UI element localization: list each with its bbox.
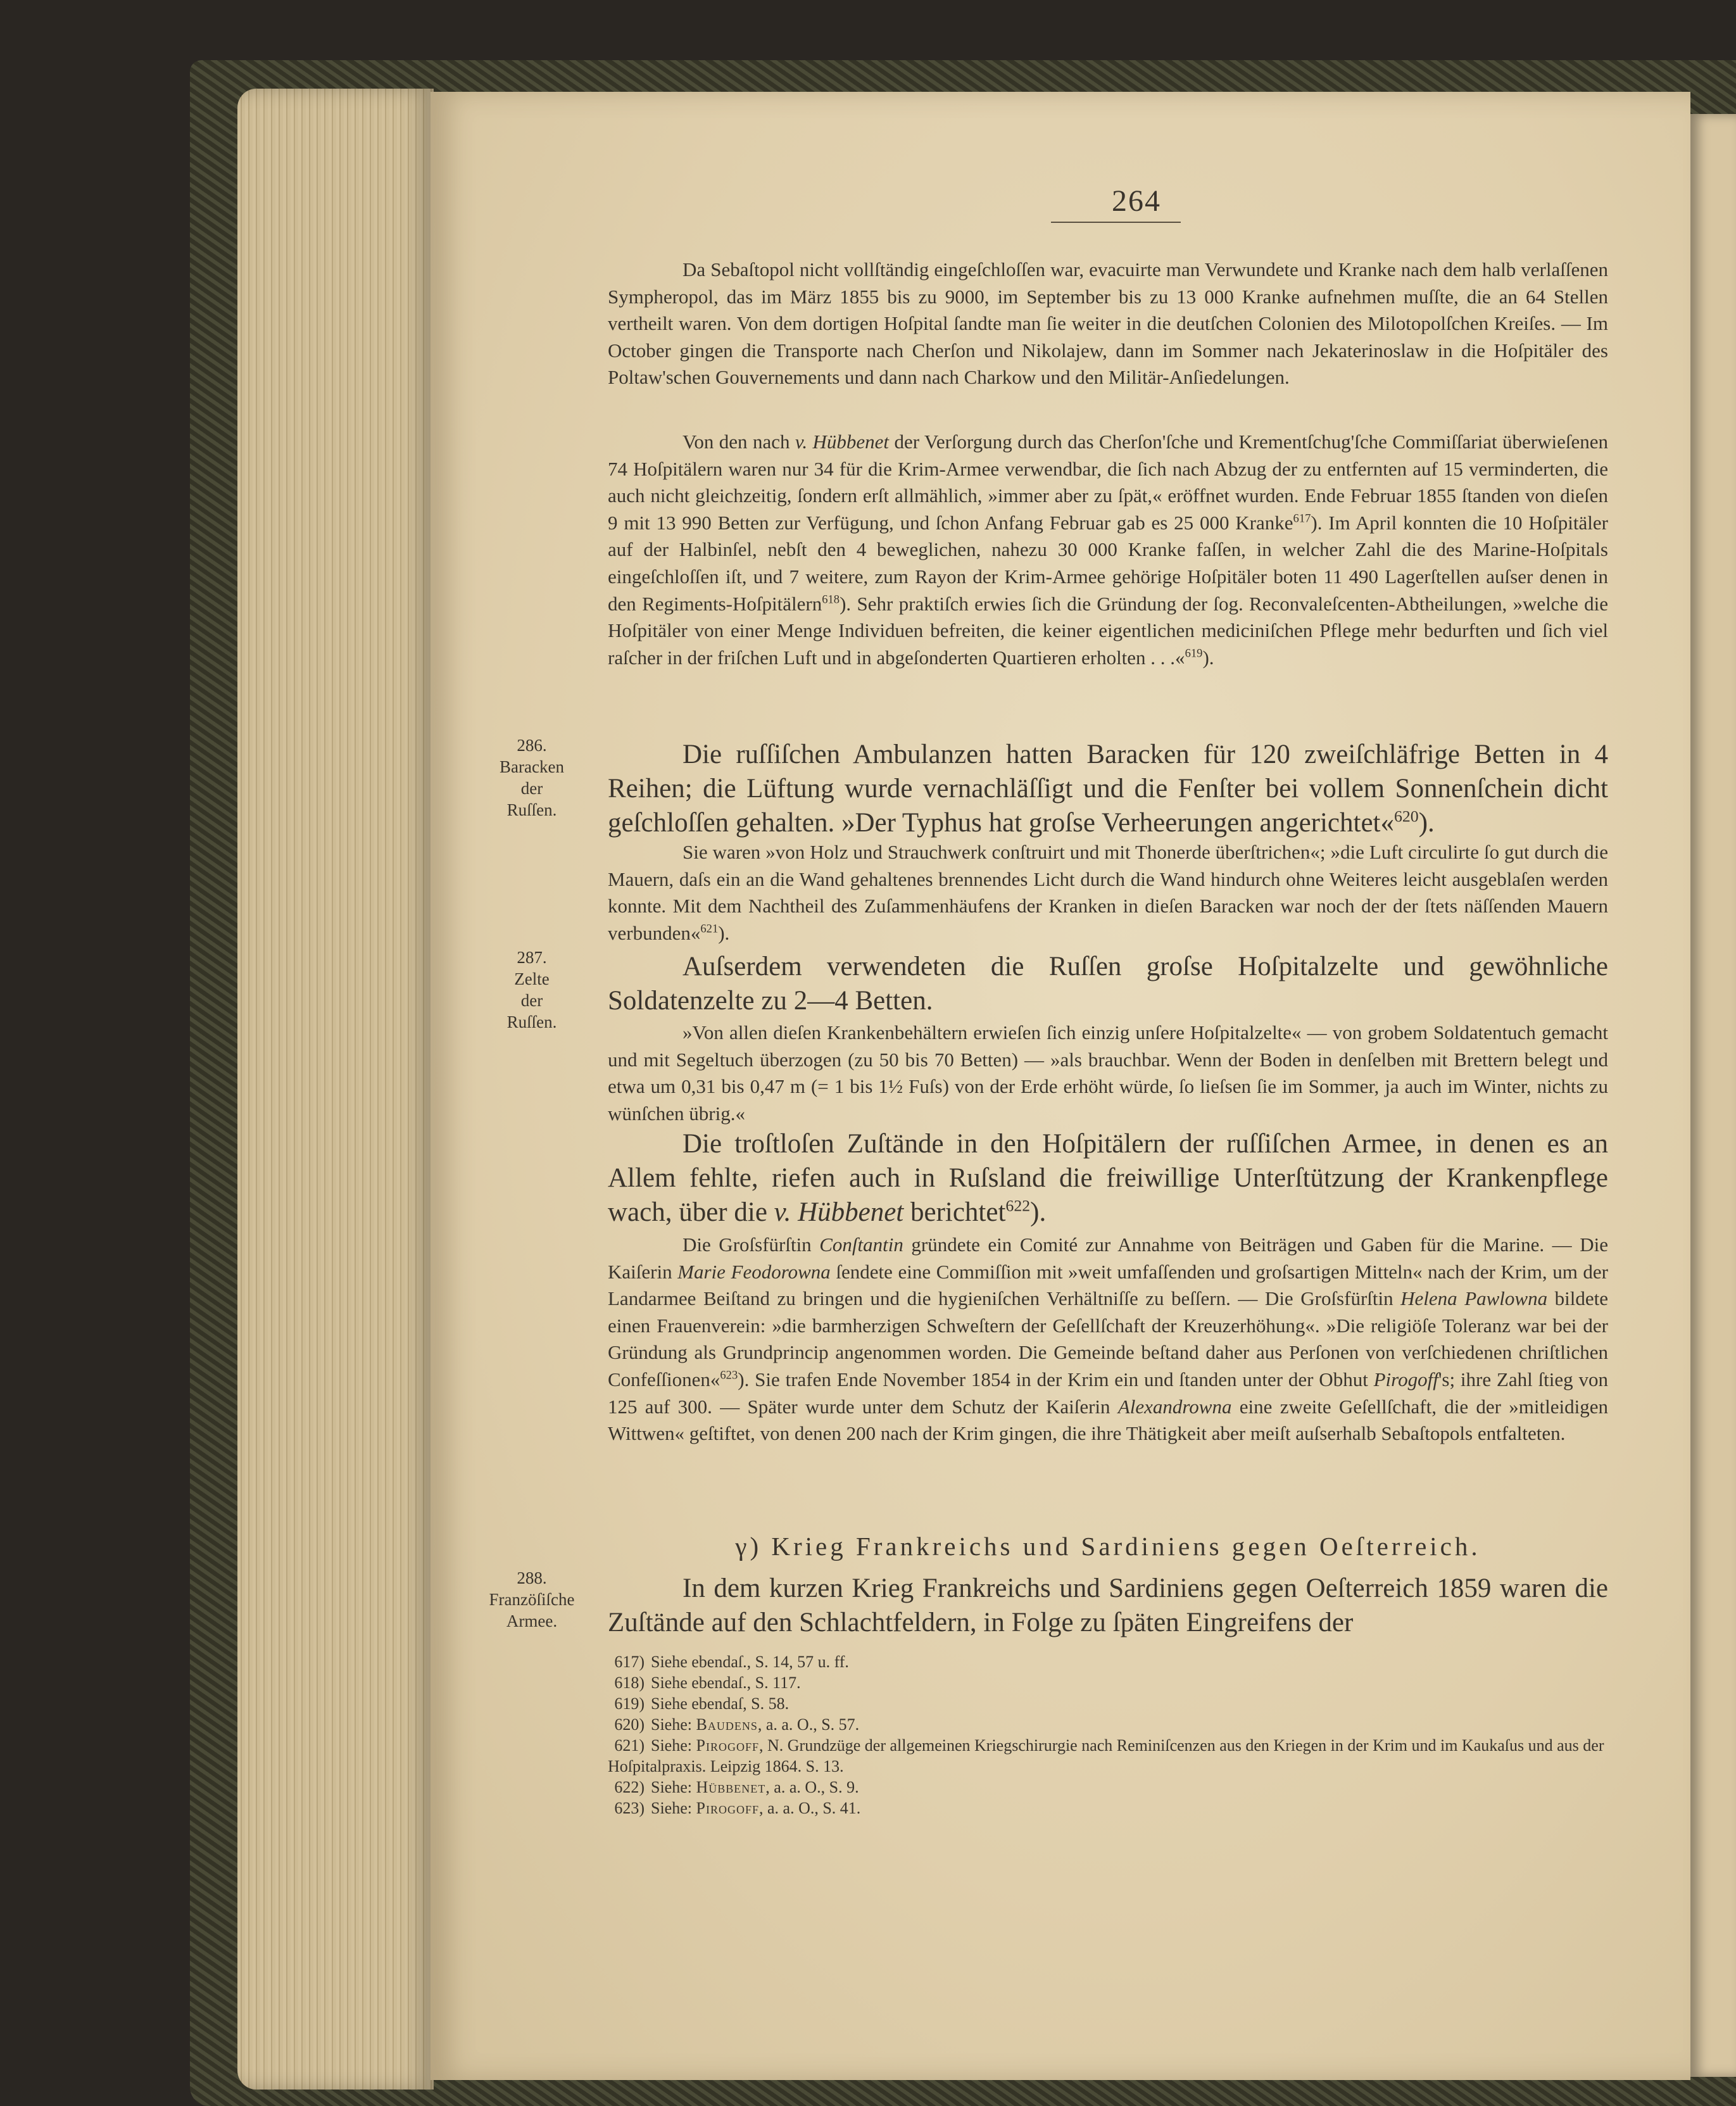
main-paragraph-1: Die ruſſiſchen Ambulanzen hatten Baracken für 120 zweiſchläfrige Betten in 4 Reihen; die Lüftung wurde vernachläſſigt und die Fenſter bei vollem Sonnenſchein dicht geſchloſſen gehalten. »Der Typhus hat groſse Verheerungen angerichtet«$^{620}$). <box>608 740 1608 838</box>
paragraph-3: Sie waren »von Holz und Strauchwerk conſtruirt und mit Thonerde überſtrichen«; »die Luft circulirte ſo gut durch die Mauern, daſs ein an die Wand gehaltenes brennendes Licht durch die Wand hindurch ohne Weiteres leicht ausgeblaſen werden konnte. Mit dem Nachtheil des Zuſammenhäufens der Kranken in dieſen Baracken war noch der der ſtets näſſenden Mauern verbunden«$^{621}$). <box>608 841 1608 944</box>
page-number: 264 <box>1112 184 1161 218</box>
footnote-ref-623: 623 <box>720 1368 738 1382</box>
footnote-617: 617) Siehe ebendaſ., S. 14, 57 u. ff. <box>614 1653 849 1671</box>
page-number-rule <box>1051 222 1181 223</box>
footnote-ref-622: 622 <box>1005 1196 1031 1215</box>
paragraph-4: »Von allen dieſen Krankenbehältern erwieſen ſich einzig unſere Hoſpitalzelte« — von grobem Soldatentuch gemacht und mit Segeltuch überzogen (zu 50 bis 70 Betten) — »als brauchbar. Wenn der Boden in denſelben mit Brettern belegt und etwa um 0,31 bis 0,47 m (= 1 bis 1½ Fuſs) von der Erde erhöht würde, ſo lieſsen ſie im Sommer, ja auch im Winter, nichts zu wünſchen übrig.« <box>608 1021 1608 1125</box>
section-heading: γ) Krieg Frankreichs und Sardiniens gegen Oeſterreich. <box>735 1532 1481 1561</box>
footnote-ref-620: 620 <box>1393 807 1419 826</box>
margin-note-288: 288. Franzöſiſche Armee. <box>489 1568 575 1630</box>
paragraph-2: Von den nach v. Hübbenet der Verſorgung durch das Cherſon'ſche und Krementſchug'ſche Commiſſariat überwieſenen 74 Hoſpitälern waren nur 34 für die Krim-Armee verwendbar, die ſich nach Abzug der zu entfernten auf 15 verminderten, die auch nicht gleichzeitig, ſondern erſt allmählich, »immer aber zu ſpät,« eröffnet wurden. Ende Februar 1855 ſtanden von dieſen 9 mit 13 990 Betten zur Verfügung, und ſchon Anfang Februar gab es 25 000 Kranke$^{617}$). Im April konnten die 10 Hoſpitäler auf der Halbinſel, nebſt den 4 beweglichen, nahezu 30 000 Kranke faſſen, in welcher Zahl die des Marine-Hoſpitals eingeſchloſſen iſt, und 7 weitere, zum Rayon der Krim-Armee gehörige Hoſpitäler boten 11 490 Lagerſtellen auſser denen in den Regiments-Hoſpitälern$^{618}$). Sehr praktiſch erwies ſich die Gründung der ſog. Reconvaleſcenten-Abtheilungen, »welche die Hoſpitäler von einer Menge Individuen befreiten, die keiner eigentlichen mediciniſchen Pflege mehr bedurften und ſich viel raſcher in der friſchen Luft und in abgeſonderten Quartieren erholten . . .«$^{619}$). <box>608 431 1608 669</box>
paragraph-5: Die Groſsfürſtin Conſtantin gründete ein Comité zur Annahme von Beiträgen und Gaben für die Marine. — Die Kaiſerin Marie Feodorowna ſendete eine Commiſſion mit »weit umfaſſenden und groſsartigen Mitteln« nach der Krim, um der Landarmee Beiſtand zu bringen und die hygieniſchen Verhältniſſe zu beſſern. — Die Groſsfürſtin Helena Pawlowna bildete einen Frauenverein: »die barmherzigen Schweſtern der Geſellſchaft der Kreuzerhöhung«. »Die religiöſe Toleranz war bei der Gründung als Grundprincip angenommen worden. Die Gemeinde beſtand daher aus Perſonen von verſchiedenen chriſtlichen Confeſſionen«$^{623}$). Sie trafen Ende November 1854 in der Krim ein und ſtanden unter der Obhut Pirogoff's; ihre Zahl ſtieg von 125 auf 300. — Später wurde unter dem Schutz der Kaiſerin Alexandrowna eine zweite Geſellſchaft, die der »mitleidigen Wittwen« geſtiftet, von denen 200 nach der Krim gingen, die ihre Thätigkeit aber meiſt auſserhalb Sebaſtopols entfalteten. <box>608 1233 1609 1445</box>
footnote-621: 621) Siehe: Pirogoff, N. Grundzüge der allgemeinen Kriegschirurgie nach Reminiſcenzen aus den Kriegen in der Krim und im Kaukaſus und aus der Hoſpitalpraxis. Leipzig 1864. S. 13. <box>608 1736 1604 1775</box>
adjacent-page <box>1690 114 1736 2077</box>
main-paragraph-4: In dem kurzen Krieg Frankreichs und Sardiniens gegen Oeſterreich 1859 waren die Zuſtände auf den Schlachtfeldern, in Folge zu ſpäten Eingreifens der <box>608 1573 1608 1637</box>
main-paragraph-2: Auſserdem verwendeten die Ruſſen groſse Hoſpitalzelte und gewöhnliche Soldatenzelte zu 2—4 Betten. <box>608 952 1608 1016</box>
footnote-619: 619) Siehe ebendaſ, S. 58. <box>614 1694 789 1713</box>
page-edges <box>237 89 434 2090</box>
footnote-ref-619: 619 <box>1185 646 1203 660</box>
footnote-622: 622) Siehe: Hübbenet, a. a. O., S. 9. <box>614 1778 859 1796</box>
footnote-620: 620) Siehe: Baudens, a. a. O., S. 57. <box>614 1715 860 1734</box>
footnote-ref-618: 618 <box>822 593 840 607</box>
paragraph-1: Da Sebaſtopol nicht vollſtändig eingeſchloſſen war, evacuirte man Verwundete und Kranke nach dem halb verlaſſenen Sympheropol, das im März 1855 bis zu 9000, im September bis zu 13 000 Kranke aufnehmen muſſte, die an 64 Stellen vertheilt waren. Von dem dortigen Hoſpital ſandte man ſie weiter in die deutſchen Colonien des Milotopolſchen Kreiſes. — Im October gingen die Transporte nach Cherſon und Nikolajew, dann im Sommer nach Jekaterinoslaw in die Hoſpitäler des Poltaw'schen Gouvernements und dann nach Charkow und den Militär-Anſiedelungen. <box>608 258 1608 389</box>
footnote-ref-617: 617 <box>1293 512 1311 526</box>
name-huebbenet-2: v. Hübbenet <box>774 1197 904 1227</box>
main-paragraph-3: Die troſtloſen Zuſtände in den Hoſpitälern der ruſſiſchen Armee, in denen es an Allem fehlte, riefen auch in Ruſsland die freiwillige Unterſtützung der Krankenpflege wach, über die v. Hübbenet berichtet$^{622}$). <box>608 1129 1608 1227</box>
name-huebbenet: v. Hübbenet <box>795 431 890 453</box>
footnote-618: 618) Siehe ebendaſ., S. 117. <box>614 1674 801 1692</box>
margin-note-286: 286. Baracken der Ruſſen. <box>500 736 564 819</box>
margin-note-287: 287. Zelte der Ruſſen. <box>506 948 557 1031</box>
footnote-ref-621: 621 <box>700 922 719 936</box>
footnote-623: 623) Siehe: Pirogoff, a. a. O., S. 41. <box>614 1799 861 1817</box>
